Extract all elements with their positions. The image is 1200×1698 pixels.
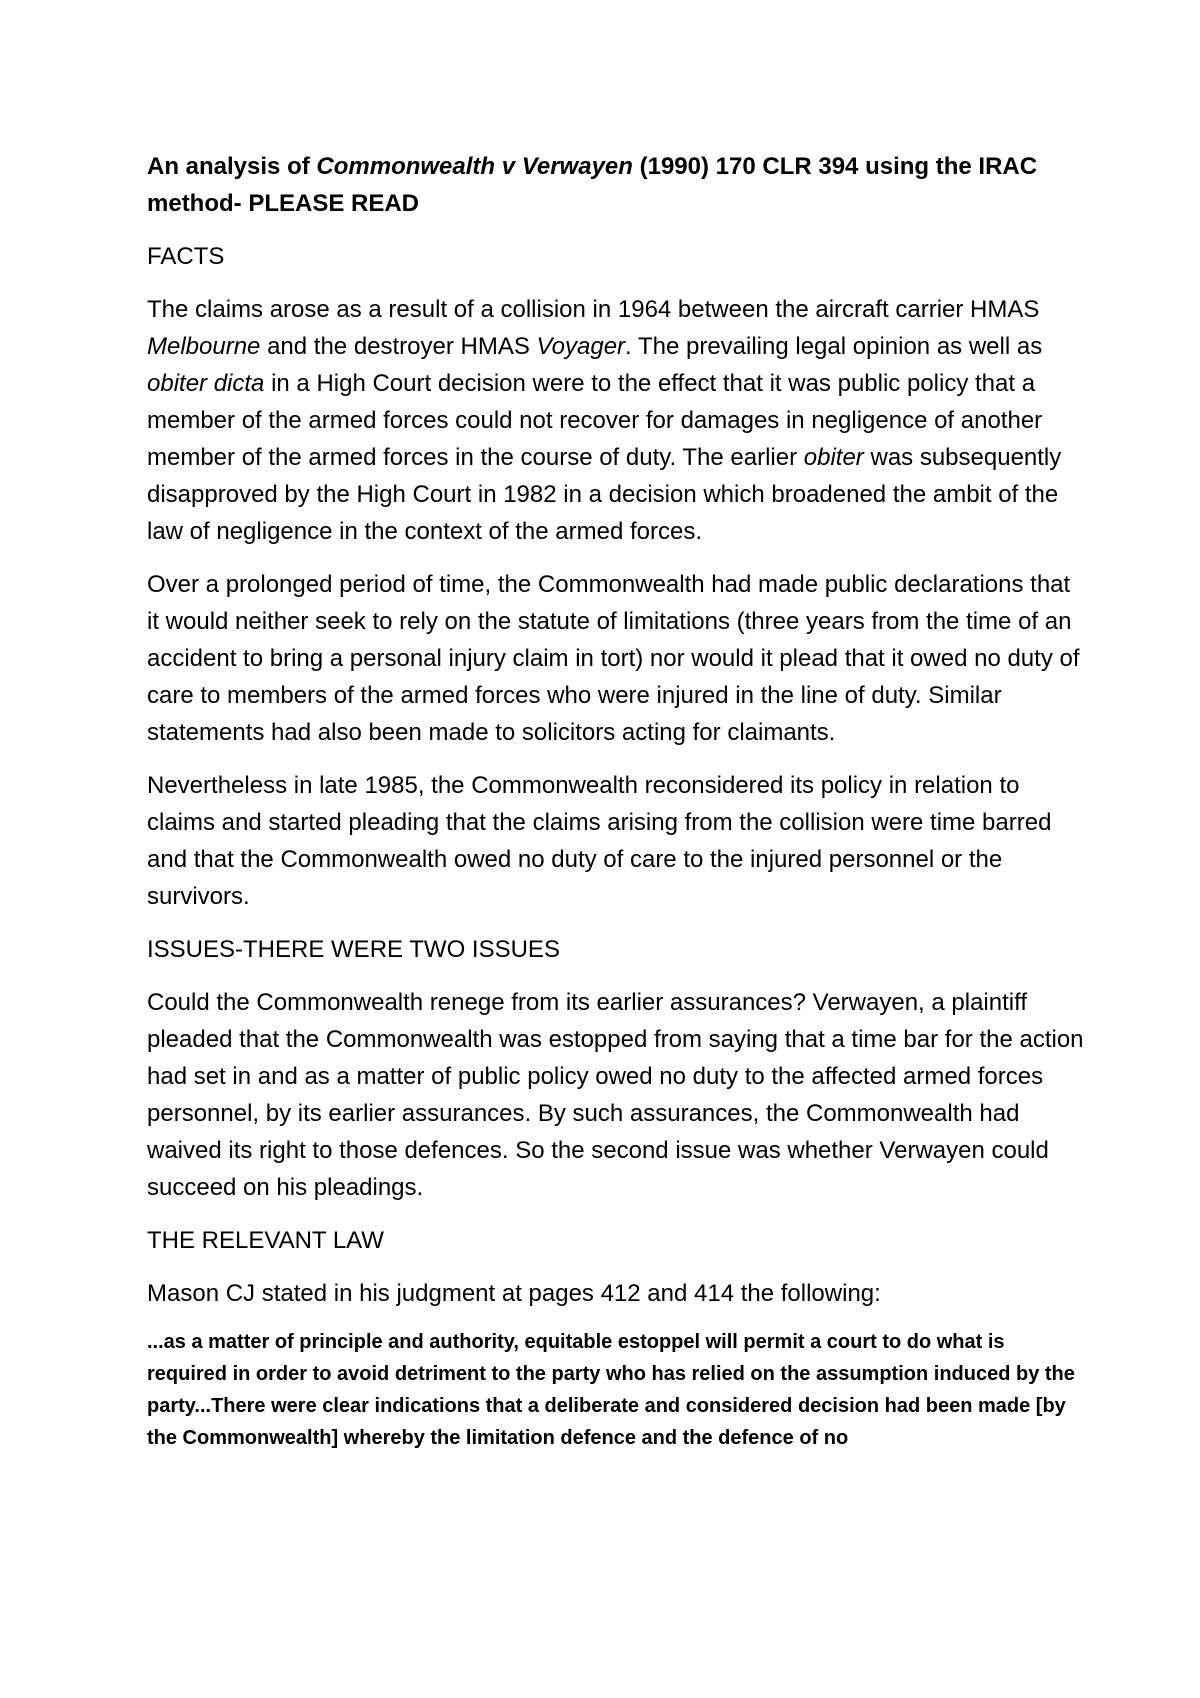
- facts-heading: FACTS: [147, 243, 225, 270]
- document-title: [147, 148, 1087, 222]
- relevant-law-heading: THE RELEVANT LAW: [147, 1227, 384, 1254]
- term-obiter: obiter: [803, 444, 864, 471]
- ship-name-voyager: Voyager: [536, 333, 626, 360]
- facts-paragraph-2: Over a prolonged period of time, the Commonwealth had made public declarations that it would neither seek to rely on the statute of limitations (three years from the time of an accident to bring a personal injury claim in tort) nor would it plead that it owed no duty of care to members of the armed forces who were injured in the line of duty. Similar statements had also been made to solicitors acting for claimants.: [147, 571, 1080, 746]
- term-obiter-dicta: obiter dicta: [147, 370, 265, 397]
- facts-p1-text-e: . The prevailing legal opinion as well as: [625, 333, 1043, 360]
- facts-paragraph-3: Nevertheless in late 1985, the Commonwealth reconsidered its policy in relation to claims and started pleading that the claims arising from the collision were time barred and that the Commonwealth owed no duty of care to the injured personnel or the survivors.: [147, 772, 1052, 910]
- mason-cj-quote: ...as a matter of principle and authority, equitable estoppel will permit a court to do what is required in order to avoid detriment to the party who has relied on the assumption induced by the party...There were clear indications that a deliberate and considered decision had been made [by the Commonwealth] whereby the limitation defence and the defence of no: [147, 1331, 1075, 1449]
- issues-paragraph: Could the Commonwealth renege from its earlier assurances? Verwayen, a plaintiff pleaded that the Commonwealth was estopped from saying that a time bar for the action had set in and as a matter of public policy owed no duty to the affected armed forces personnel, by its earlier assurances. By such assurances, the Commonwealth had waived its right to those defences. So the second issue was whether Verwayen could succeed on his pleadings.: [147, 989, 1084, 1201]
- title-case-name: Commonwealth v Verwayen: [316, 153, 633, 180]
- document-body: [147, 148, 1087, 1454]
- relevant-law-paragraph: Mason CJ stated in his judgment at pages 412 and 414 the following:: [147, 1280, 881, 1307]
- facts-paragraph-1: [147, 291, 1087, 550]
- ship-name-melbourne: Melbourne: [147, 333, 261, 360]
- facts-p1-text-i: was subsequently disapproved by the High Court in 1982 in a decision which broadened the ambit of the law of negligence in the context of the armed forces.: [147, 444, 1062, 545]
- facts-p1-text-a: The claims arose as a result of a collision in 1964 between the aircraft carrier HMAS: [147, 296, 1040, 323]
- title-suffix: (1990) 170 CLR 394 using the IRAC method- PLEASE READ: [147, 153, 1038, 217]
- facts-p1-text-c: and the destroyer HMAS: [260, 333, 537, 360]
- facts-p1-text-g: in a High Court decision were to the effect that it was public policy that a member of the armed forces could not recover for damages in negligence of another member of the armed forces in the course of duty. The earlier: [147, 370, 1043, 471]
- issues-heading: ISSUES-THERE WERE TWO ISSUES: [147, 936, 560, 963]
- title-prefix: An analysis of: [147, 153, 317, 180]
